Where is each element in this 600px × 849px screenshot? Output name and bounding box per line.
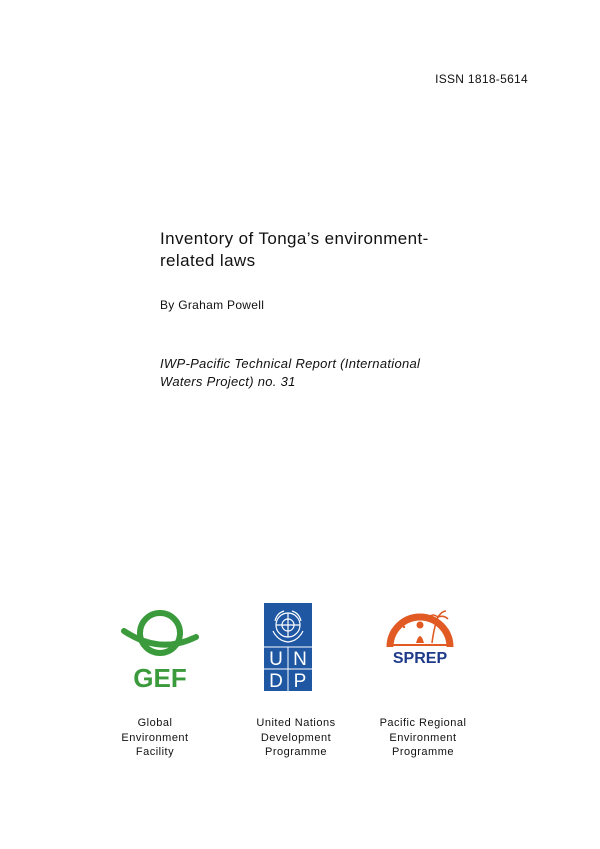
gef-logo	[120, 603, 200, 693]
undp-letter-p: P	[293, 671, 307, 691]
gef-logo-text: GEF	[133, 663, 187, 693]
report-series-line-1: IWP-Pacific Technical Report (International	[160, 356, 421, 371]
report-series-line-2: Waters Project) no. 31	[160, 374, 296, 389]
undp-logo	[264, 603, 312, 691]
undp-letter-d: D	[269, 671, 283, 691]
caption-sprep-line-3: Programme	[392, 746, 454, 758]
report-title-line-2: related laws	[160, 251, 256, 270]
caption-sprep	[368, 716, 478, 760]
caption-gef	[100, 716, 210, 760]
caption-undp	[241, 716, 351, 760]
caption-undp-line-2: Development	[260, 731, 332, 744]
sprep-logo-text: SPREP	[392, 650, 448, 667]
caption-gef-line-3: Facility	[135, 746, 175, 758]
caption-undp-line-3: Programme	[265, 746, 327, 758]
caption-gef-line-1: Global	[137, 717, 173, 729]
undp-letter-u: U	[269, 649, 283, 670]
caption-sprep-line-2: Environment	[389, 731, 457, 744]
caption-sprep-line-1: Pacific Regional	[379, 717, 467, 729]
report-author: By Graham Powell	[160, 298, 265, 312]
sprep-logo	[380, 603, 460, 683]
caption-undp-line-1: United Nations	[256, 717, 336, 729]
sprep-island-icon	[390, 611, 450, 647]
report-title	[160, 228, 480, 272]
issn-number: ISSN 1818-5614	[435, 72, 528, 86]
caption-gef-line-2: Environment	[121, 731, 189, 744]
gef-globe-icon	[124, 613, 196, 653]
undp-letter-n: N	[293, 649, 307, 670]
report-series	[160, 355, 480, 391]
report-title-line-1: Inventory of Tonga’s environment-	[160, 229, 429, 248]
